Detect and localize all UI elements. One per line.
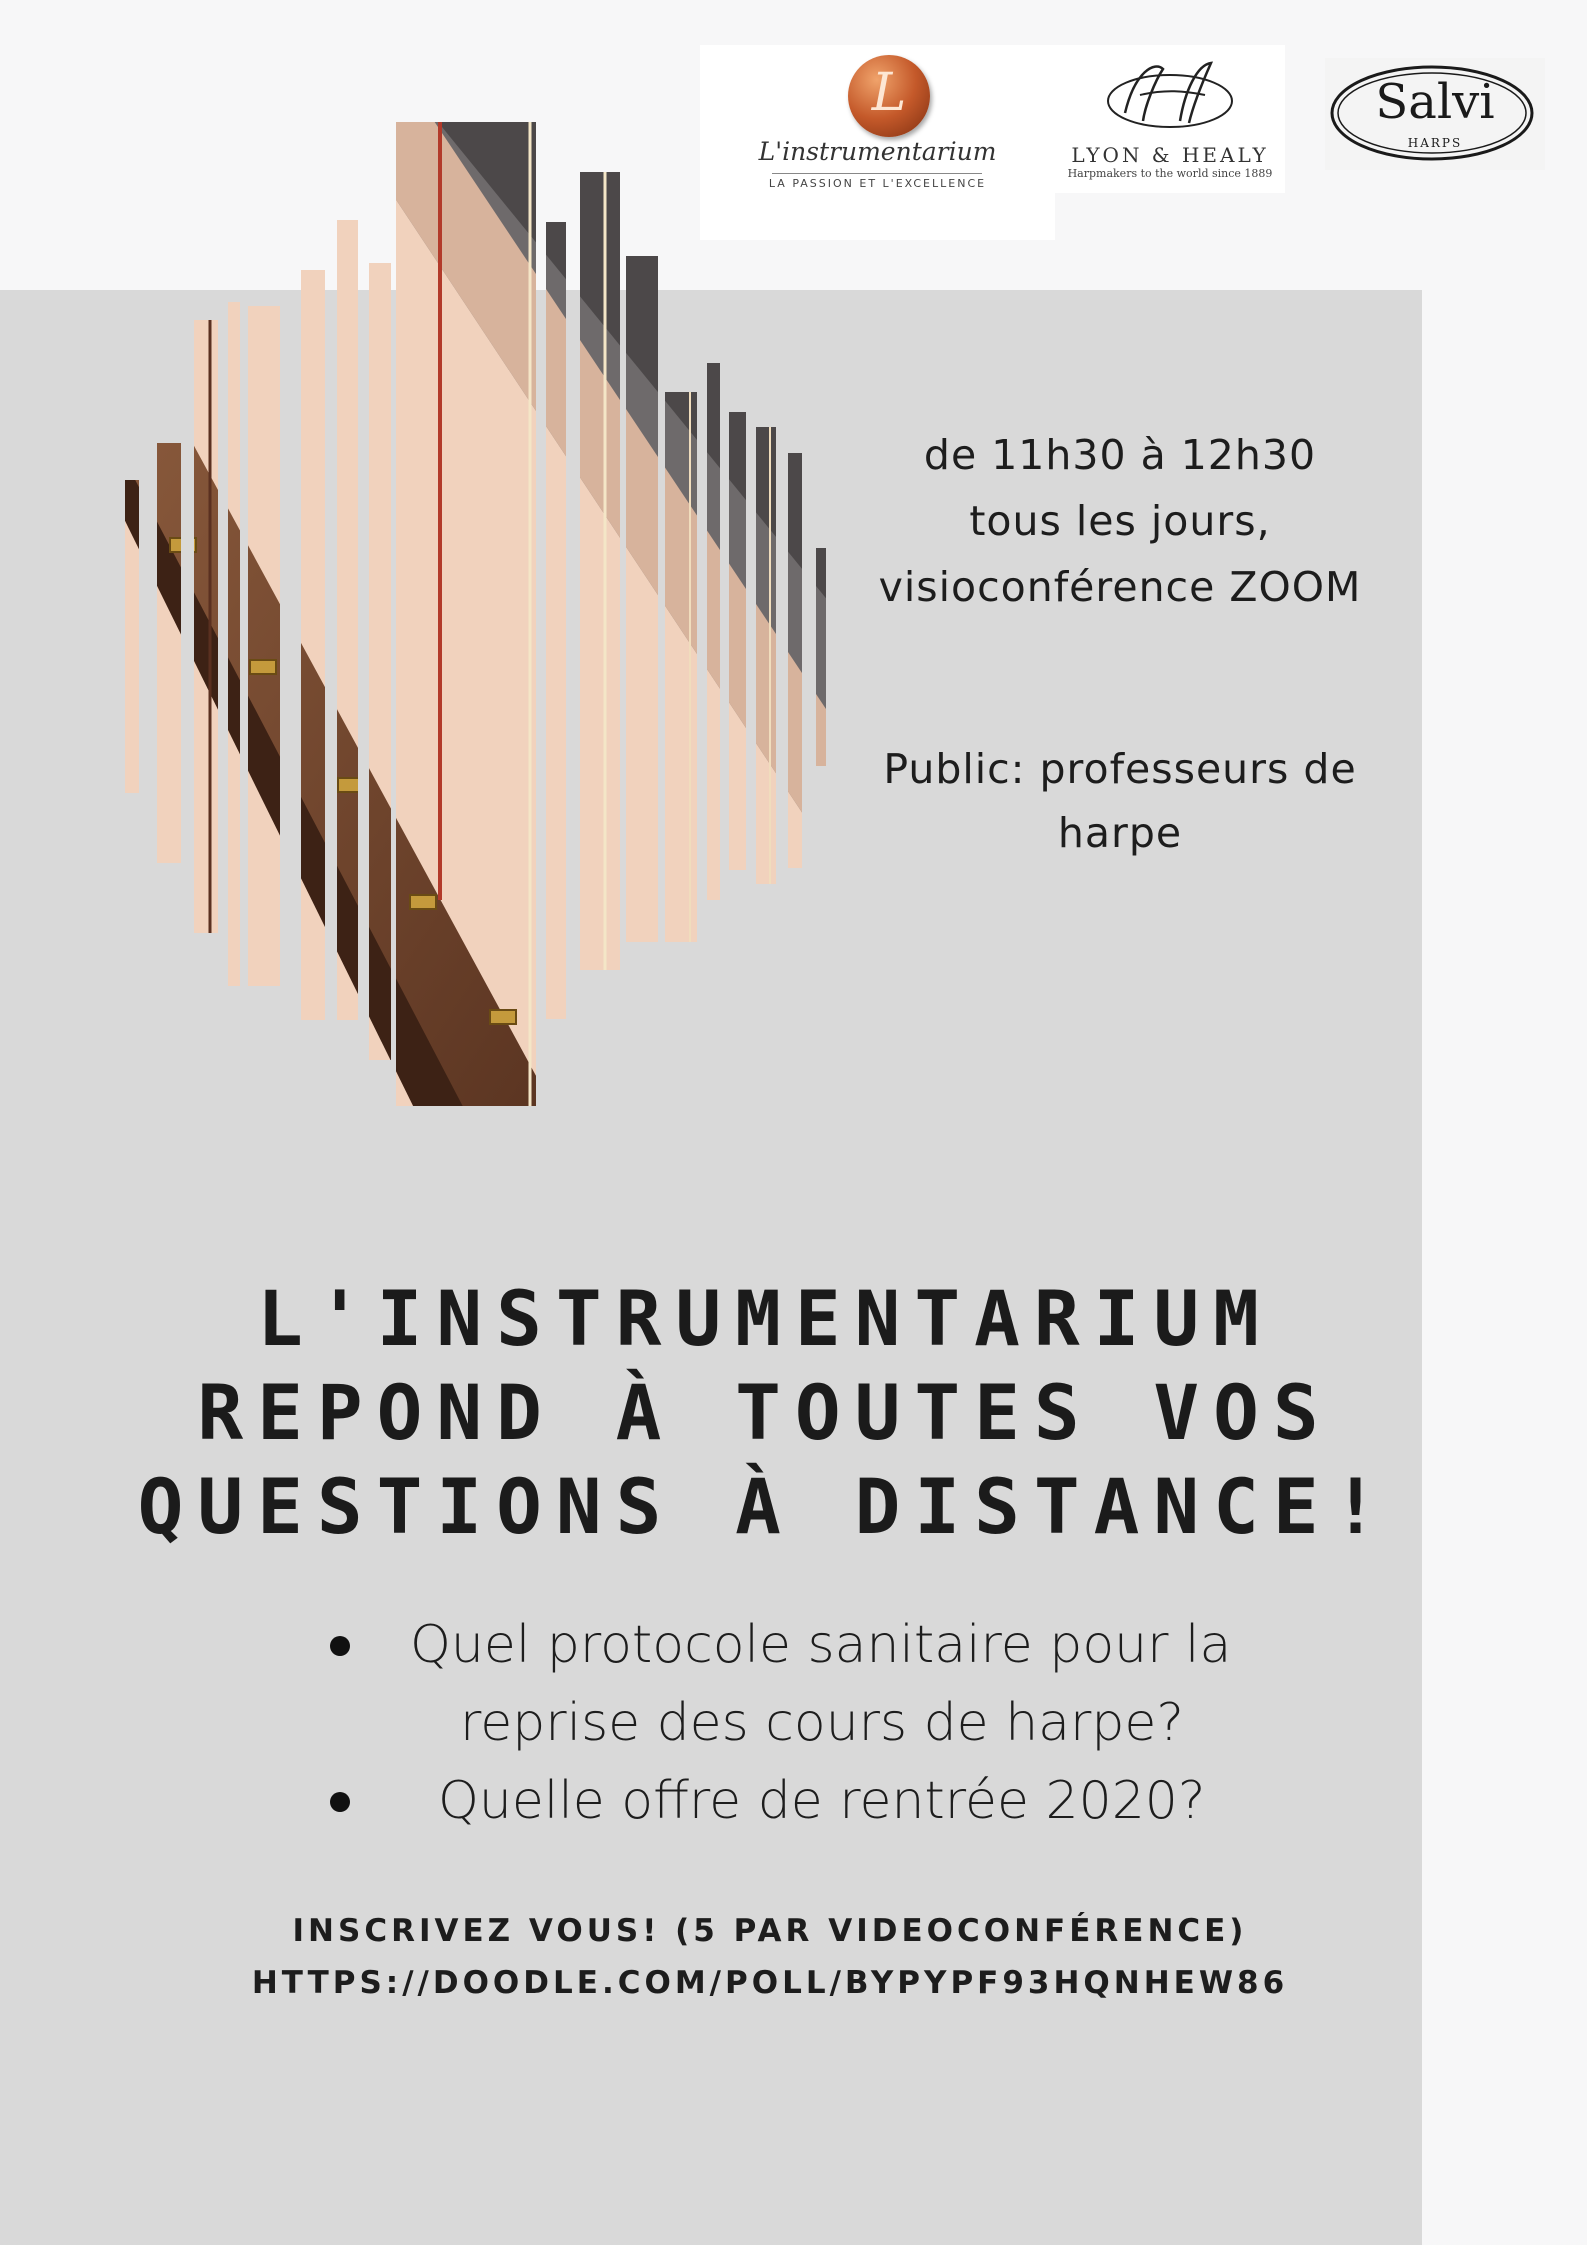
headline xyxy=(100,1272,1430,1554)
salvi-logo xyxy=(1325,58,1545,170)
instrumentarium-logo-rule xyxy=(772,173,982,174)
lyon-healy-logo-name: LYON & HEALY xyxy=(1071,143,1269,167)
bullet-icon xyxy=(330,1636,350,1656)
audience-line-1: Public: professeurs de xyxy=(883,745,1357,793)
signup-link[interactable]: HTTPS://DOODLE.COM/POLL/BYPYPF93HQNHEW86 xyxy=(251,1965,1289,2001)
schedule-block xyxy=(830,422,1410,620)
lyon-healy-monogram-icon xyxy=(1085,51,1255,141)
questions-list xyxy=(320,1606,1260,1840)
instrumentarium-logo-tagline: LA PASSION ET L'EXCELLENCE xyxy=(768,177,987,190)
signup-block xyxy=(160,1905,1380,2009)
instrumentarium-logo-name: L'instrumentarium xyxy=(758,137,997,166)
schedule-frequency: tous les jours, xyxy=(969,497,1271,545)
schedule-time: de 11h30 à 12h30 xyxy=(923,431,1317,479)
bullet-icon xyxy=(330,1792,350,1812)
instrumentarium-emblem-icon xyxy=(848,55,930,137)
list-item xyxy=(320,1606,1260,1684)
audience-block xyxy=(830,737,1410,865)
question-1-line-1: Quel protocole sanitaire pour la xyxy=(410,1615,1232,1675)
question-2: Quelle offre de rentrée 2020? xyxy=(438,1771,1206,1831)
lyon-healy-logo-tagline: Harpmakers to the world since 1889 xyxy=(1067,167,1273,180)
headline-line-1: L'INSTRUMENTARIUM xyxy=(257,1274,1273,1363)
instrumentarium-logo xyxy=(700,45,1055,240)
signup-text: INSCRIVEZ VOUS! (5 PAR VIDEOCONFÉRENCE) xyxy=(292,1913,1248,1949)
list-item xyxy=(320,1762,1260,1840)
instrumentarium-emblem-letter: L xyxy=(871,63,907,123)
question-1-line-2: reprise des cours de harpe? xyxy=(460,1693,1184,1753)
salvi-logo-subtitle: HARPS xyxy=(1407,136,1463,150)
salvi-logo-name: Salvi xyxy=(1375,74,1495,130)
audience-line-2: harpe xyxy=(1057,809,1183,857)
headline-line-2: REPOND À TOUTES VOS xyxy=(197,1368,1333,1457)
headline-line-3: QUESTIONS À DISTANCE! xyxy=(137,1462,1393,1551)
schedule-format: visioconférence ZOOM xyxy=(878,563,1362,611)
lyon-healy-logo xyxy=(1055,45,1285,193)
